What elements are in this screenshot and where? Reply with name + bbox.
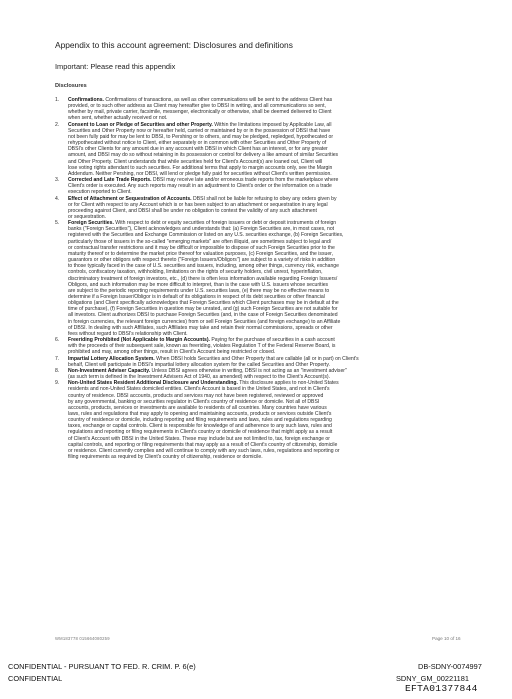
disclosure-item [55, 220, 473, 337]
disclosure-item [55, 122, 473, 177]
item-body-text: discriminatory treatment of foreign investors, etc., (d) there is often less information available regarding Foreign Issuers/ [68, 275, 338, 282]
item-text-line [68, 454, 473, 460]
efta-stamp: EFTA01377844 [405, 683, 478, 694]
item-body-text: with the proceeds of their subsequent sale, known as freeriding, violates Regulation T of the Federal Reserve Board, is [68, 343, 336, 350]
item-number: 2. [55, 121, 60, 128]
item-body-text: determine if a Foreign Issuer/Obligor is in default of its obligations in respect of its debt securities or other financial [68, 294, 325, 300]
item-body-text: DBSI's other Clients for any amount due in any account with DBSI in which Client has an interest, or for any greater [68, 146, 328, 153]
item-body-text: fees without regard to DBSI's relationship with Client. [68, 330, 188, 337]
item-number: 8. [55, 367, 60, 374]
item-body-text: (as such term is defined in the Investment Advisers Act of 1940, as amended) with respect to the Client's Account(s). [68, 374, 331, 381]
item-heading: Freeriding Prohibited (Not Applicable to Margin Accounts). [68, 337, 210, 344]
item-body-text: in foreign currencies, the relevant foreign currencies) from or sell Foreign Securities (and foreign exchange) to an Affiliate [68, 318, 341, 325]
item-body-text: laws, rules and regulations that may apply to opening and maintaining accounts, products or services outside Client's [68, 410, 332, 417]
item-body-text: to those typically faced in the case of U.S. securities and issuers, including, among other things, currency risk, exchange [68, 263, 339, 270]
item-heading: Non-United States Resident Additional Disclosure and Understanding. [68, 380, 238, 387]
item-body-text: Confirmations of transactions, as well as other communications will be sent to the address Client has [103, 97, 333, 103]
page-title: Appendix to this account agreement: Disclosures and definitions [55, 40, 293, 50]
item-body-text: or contractual transfer restrictions and it may be difficult or impossible to dispose of such Foreign Securities prior to the [68, 244, 335, 251]
item-heading: Corrected and Late Trade Reports. [68, 177, 152, 184]
item-body-text: DBSI shall not be liable for refusing to obey any orders given by [191, 195, 337, 202]
item-body-text: provided, or to such other address as Client may hereafter give to DBSI in writing, and all communications so sent, [68, 103, 326, 110]
item-body-text: are subject to the periodic reporting requirements under U.S. securities laws, (e) there may be no effective means to [68, 287, 330, 294]
item-body-text: country of residence. DBSI accounts, products and services may not have been registered, reviewed or approved [68, 392, 324, 399]
disclosure-item [55, 380, 473, 460]
item-body-text: by any governmental, banking or securities regulator in Client's country of residence or domicile. Not all of DBSI [68, 398, 320, 405]
item-body-text: of DBSI. In dealing with such Affiliates, such Affiliates may take and retain their normal commissions, spreads or other [68, 324, 333, 331]
item-body-text: or for Client with respect to any Account which is or has been subject to an attachment or sequestration in any legal [68, 201, 328, 208]
item-heading: Confirmations. [68, 97, 104, 103]
item-body-text: Paying for the purchase of securities in a cash account [209, 337, 335, 344]
item-body-text: DBSI may receive late and/or erroneous trade reports from the marketplace where [151, 177, 339, 184]
item-number: 4. [55, 195, 60, 202]
item-body-text: maturity thereof or to determine the market price thereof for valuation purposes, (c) Foreign Securities, and the issuer, [68, 250, 334, 257]
item-heading: Consent to Loan or Pledge of Securities and other Property. [68, 121, 213, 128]
item-body-text: proceeding against Client, and DBSI shall be under no obligation to contest the validity of any such attachment [68, 207, 317, 214]
item-body-text: execution reported to Client. [68, 189, 132, 196]
confidential-label: CONFIDENTIAL [8, 674, 63, 683]
item-body-text: This disclosure applies to non-United States [237, 380, 339, 387]
item-body-text: rehypothecated without notice to Client, either separately or in common with other Securities and Other Property of [68, 140, 327, 147]
disclosure-item [55, 356, 473, 368]
item-body-text: regulations and reporting or filing requirements in Client's country or domicile of residence that might apply as a result [68, 429, 333, 436]
item-body-text: and Other Property. Client understands that while securities held for Client's Account(s) are loaned out, Client will [68, 158, 323, 165]
item-body-text: obligations (and Client specifically acknowledges that Foreign Securities which Client purchases may be in default at the [68, 300, 339, 307]
item-body-text: controls, confiscatory taxation, withholding, limitations on the rights of security holders, civil unrest, hyperinflation, [68, 269, 323, 276]
disclosure-item [55, 177, 473, 195]
item-heading: Non-Investment Adviser Capacity. [68, 367, 151, 374]
item-body-text: residents and non-United States domiciled entities. Client's Account is based in the United States, and not in Client's [68, 386, 330, 393]
page-number: Page 10 of 16 [432, 636, 461, 641]
item-heading: Impartial Lottery Allocation System. [68, 355, 155, 362]
item-body-text: or residence. Client currently complies and will continue to comply with any such laws, rules, regulations and reporting or [68, 447, 340, 454]
item-body-text: With respect to debt or equity securities of foreign issuers or debt or deposit instruments of foreign [113, 220, 337, 227]
item-body-text: filing requirements as required by Client's country of citizenship, residence or domicile. [68, 454, 263, 461]
item-body-text: behalf, Client will participate in DBSI's impartial lottery allocation system for the called Securities and Other Property. [68, 361, 330, 368]
item-body-text: prohibited and may, among other things, result in Client's Account being restricted or closed. [68, 349, 276, 356]
disclosure-item [55, 337, 473, 355]
disclosures-list [55, 97, 473, 460]
confidential-legend: CONFIDENTIAL - PURSUANT TO FED. R. CRIM. P. 6(e) [8, 662, 196, 671]
item-number: 1. [55, 97, 60, 103]
disclosure-item [55, 368, 473, 380]
item-body-text: not been fully paid for may be lent to DBSI, to Pershing or to others, and may be pledged, repledged, hypothecated or [68, 133, 334, 140]
page-subtitle: Important: Please read this appendix [55, 62, 176, 71]
item-body-text: Client's order is executed. Any such reports may result in an adjustment to Client's order or the information on a trade [68, 183, 332, 190]
item-number: 6. [55, 337, 60, 344]
disclosure-item [55, 196, 473, 221]
item-number: 3. [55, 177, 60, 184]
item-body-text: capital controls, and reporting or filing requirements that may apply as a result of Client's country of citizenship, domicile [68, 441, 338, 448]
item-number: 5. [55, 220, 60, 227]
item-body-text: all investors. Client authorizes DBSI to purchase Foreign Securities (and, in the case of Foreign Securities denominated [68, 312, 338, 319]
item-body-text: accounts, products, services or investments are available to residents of all countries. Many countries have various [68, 404, 327, 411]
item-body-text: Obligors, and such information may be more difficult to interpret, than is the case with U.S. issuers whose securities [68, 281, 329, 288]
item-body-text: Unless DBSI agrees otherwise in writing, DBSI is not acting as an "investment adviser" [150, 367, 347, 374]
item-body-text: country of residence or domicile, including reporting and filing requirements and laws, rules and regulations regarding [68, 417, 332, 424]
item-body-text: Within the limitations imposed by Applicable Law, all [212, 121, 332, 128]
item-body-text: Addendum. Neither Pershing, nor DBSI, will lend or pledge fully paid for securities without Client's written permission. [68, 170, 332, 177]
item-body-text: guarantors or other obligors with respect thereto ("Foreign Issuers/Obligors") are subject to a variety of risks in addition [68, 257, 336, 264]
item-body-text: whether by mail, private carrier, facsimile, messenger, electronically or otherwise, shall be deemed delivered to Client [68, 109, 332, 116]
bates-number-sdny: SDNY_GM_00221181 [396, 674, 469, 683]
item-body-text: when sent, whether actually received or not. [68, 115, 168, 122]
item-body-text: taxes, exchange or capital controls. Client is responsible for knowledge of and adherence to any such laws, rules and [68, 423, 332, 430]
item-body-text: time of purchase), (f) Foreign Securities in question may be unrated, and (g) such Foreign Securities are not suitable for [68, 306, 338, 313]
item-body-text: or sequestration. [68, 213, 106, 220]
item-number: 9. [55, 380, 60, 387]
bates-number-db: DB-SDNY-0074997 [418, 662, 482, 671]
item-body-text: amount, and DBSI may do so without retaining in its possession or control for delivery a like amount of similar Securities [68, 152, 339, 159]
item-body-text: banks ("Foreign Securities"), Client acknowledges and understands that: (a) Foreign Securities are, in most cases, not [68, 226, 335, 233]
item-heading: Effect of Attachment or Sequestration of Accounts. [68, 195, 192, 202]
item-body-text: Securities and Other Property now or hereafter held, carried or maintained by or in the possession of DBSI that have [68, 127, 331, 134]
item-body-text: lose voting rights attendant to such securities. For additional terms that apply to margin accounts only, see the Margin [68, 164, 333, 171]
section-label: Disclosures [55, 83, 87, 89]
item-body-text: registered with the Securities and Exchange Commission or listed on any U.S. securities exchange, (b) Foreign Securities, [68, 232, 344, 239]
item-heading: Foreign Securities. [68, 220, 114, 227]
item-number: 7. [55, 355, 60, 362]
disclosure-item [55, 97, 473, 122]
form-code: WM183778 015664080259 [55, 636, 110, 641]
item-body-text: of Client's Account with DBSI in the United States. These may include but are not limited to, tax, foreign exchange or [68, 435, 330, 442]
item-body-text: particularly those of issuers in the so-called "emerging markets" are often illiquid, are sometimes subject to legal and/ [68, 238, 332, 245]
item-body-text: When DBSI holds Securities and Other Property that are callable (all or in part) on Client's [154, 355, 359, 362]
